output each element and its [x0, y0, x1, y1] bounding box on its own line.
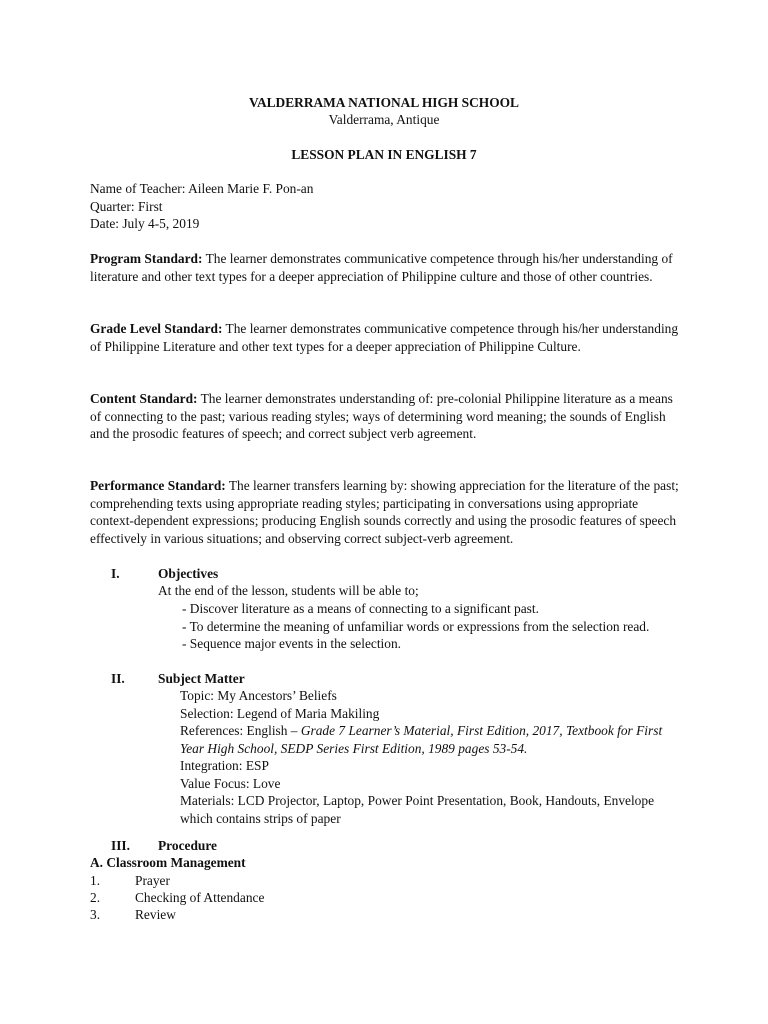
- procedure-number: III.: [111, 838, 130, 853]
- objectives-title: Objectives: [158, 566, 219, 581]
- references-label: References: English –: [180, 723, 301, 738]
- integration: Integration: ESP: [180, 758, 269, 773]
- subject-matter-number: II.: [111, 671, 125, 686]
- performance-standard-label: Performance Standard:: [90, 478, 226, 493]
- procedure-item-number: 3.: [90, 907, 101, 922]
- selection: Selection: Legend of Maria Makiling: [180, 705, 380, 721]
- teacher-info: [90, 180, 686, 233]
- performance-standard: [90, 477, 684, 547]
- objectives-number: I.: [111, 566, 120, 581]
- objectives-intro: At the end of the lesson, students will be able to;: [158, 583, 419, 598]
- school-location: Valderrama, Antique: [328, 112, 440, 127]
- grade-level-standard: [90, 320, 684, 355]
- references: [180, 722, 680, 757]
- date: Date: July 4-5, 2019: [90, 216, 200, 231]
- procedure-item-text: Prayer: [135, 873, 170, 888]
- performance-standard-text: The learner transfers learning by: showing appreciation for the literature of the past; comprehending texts using appropriate reading styles; participating in conversations using appropriate context-dependent expressions; producing English sounds correctly and using the prosodic features of speech effectively in various situations; and observing correct subject-verb agreement.: [90, 478, 679, 546]
- value-focus: Value Focus: Love: [180, 775, 281, 791]
- procedure-item-number: 2.: [90, 890, 101, 905]
- program-standard-text: The learner demonstrates communicative competence through his/her understanding of literature and other text types for a deeper appreciation of Philippine culture and those of other countries.: [90, 251, 673, 284]
- program-standard: [90, 250, 684, 285]
- objective-item: - Discover literature as a means of connecting to a significant past.: [182, 601, 539, 616]
- grade-level-standard-text: The learner demonstrates communicative competence through his/her understanding of Philippine Literature and other text types for a deeper appreciation of Philippine Culture.: [90, 321, 679, 354]
- procedure-item-text: Checking of Attendance: [135, 890, 265, 905]
- grade-level-standard-label: Grade Level Standard:: [90, 321, 223, 336]
- references-text: Grade 7 Learner’s Material, First Edition, 2017, Textbook for First Year High School, SEDP Series First Edition, 1989 pages 53-54.: [180, 723, 663, 756]
- objective-item: - To determine the meaning of unfamiliar words or expressions from the selection read.: [182, 618, 650, 634]
- content-standard-label: Content Standard:: [90, 391, 198, 406]
- objective-item: - Sequence major events in the selection.: [182, 636, 402, 651]
- teacher-name: Name of Teacher: Aileen Marie F. Pon-an: [90, 181, 314, 196]
- subject-matter-details: [180, 687, 680, 827]
- content-standard: [90, 390, 684, 443]
- procedure-title: Procedure: [158, 838, 218, 853]
- quarter: Quarter: First: [90, 198, 163, 214]
- program-standard-label: Program Standard:: [90, 251, 203, 266]
- lesson-plan-title: LESSON PLAN IN ENGLISH 7: [291, 147, 477, 162]
- materials: Materials: LCD Projector, Laptop, Power Point Presentation, Book, Handouts, Envelope which contains strips of paper: [180, 793, 655, 826]
- procedure-item-number: 1.: [90, 873, 101, 888]
- school-name: VALDERRAMA NATIONAL HIGH SCHOOL: [249, 95, 519, 110]
- objectives-list: [182, 600, 682, 653]
- topic: Topic: My Ancestors’ Beliefs: [180, 688, 337, 703]
- procedure-item-text: Review: [135, 907, 176, 922]
- subject-matter-title: Subject Matter: [158, 671, 245, 686]
- content-standard-text: The learner demonstrates understanding of: pre-colonial Philippine literature as a means of connecting to the past; various reading styles; ways of determining word meaning; the sounds of English and the prosodic features of speech; and correct subject verb agreement.: [90, 391, 673, 441]
- classroom-management-heading: A. Classroom Management: [90, 855, 246, 870]
